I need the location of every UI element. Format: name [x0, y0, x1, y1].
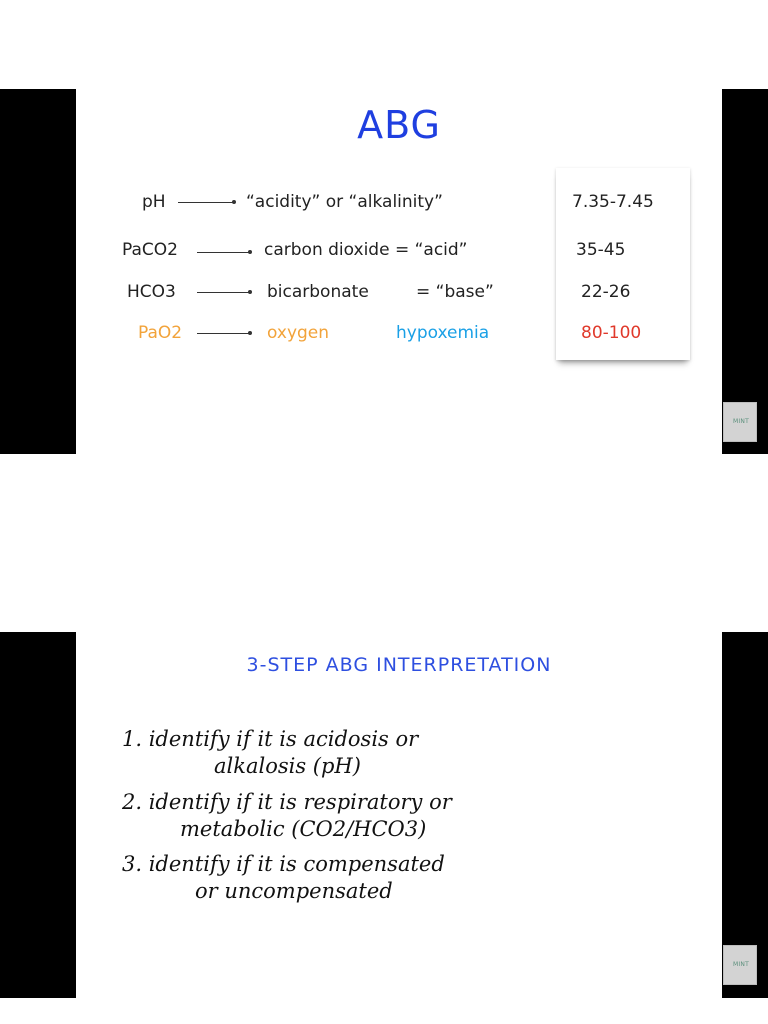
slide-frame-abg — [0, 89, 768, 454]
row-desc-paco2: carbon dioxide = “acid” — [264, 240, 468, 260]
watermark-text: MINT — [733, 961, 749, 968]
row-value-hco3: 22-26 — [581, 282, 631, 302]
row-extra-hco3: = “base” — [416, 282, 494, 302]
slide-abg — [76, 89, 722, 454]
arrow-icon — [197, 252, 250, 253]
row-label-hco3: HCO3 — [127, 282, 176, 302]
slide-title: ABG — [357, 103, 441, 147]
row-desc-pao2: oxygen — [267, 323, 330, 343]
watermark-logo — [723, 945, 757, 985]
row-value-paco2: 35-45 — [576, 240, 626, 260]
arrow-icon — [197, 292, 250, 293]
row-label-paco2: PaCO2 — [122, 240, 178, 260]
row-value-ph: 7.35-7.45 — [572, 192, 654, 212]
watermark-logo — [723, 402, 757, 442]
row-desc-hco3: bicarbonate — [267, 282, 369, 302]
row-label-ph: pH — [142, 192, 166, 212]
slide-frame-interpretation — [0, 632, 768, 998]
step-1-line-1: 1. identify if it is acidosis or — [122, 727, 419, 751]
slide-interpretation — [76, 632, 722, 998]
arrow-icon — [197, 333, 250, 334]
row-extra-pao2: hypoxemia — [396, 323, 490, 343]
row-desc-ph: “acidity” or “alkalinity” — [246, 192, 443, 212]
arrow-icon — [178, 202, 234, 203]
row-value-pao2: 80-100 — [581, 323, 642, 343]
step-3-line-2: or uncompensated — [195, 879, 393, 903]
row-label-pao2: PaO2 — [138, 323, 183, 343]
step-1-line-2: alkalosis (pH) — [214, 754, 361, 778]
step-2-line-1: 2. identify if it is respiratory or — [122, 790, 452, 814]
step-2-line-2: metabolic (CO2/HCO3) — [180, 817, 427, 841]
step-3-line-1: 3. identify if it is compensated — [122, 852, 445, 876]
watermark-text: MINT — [733, 418, 749, 425]
slide-title: 3-STEP ABG INTERPRETATION — [246, 654, 552, 676]
